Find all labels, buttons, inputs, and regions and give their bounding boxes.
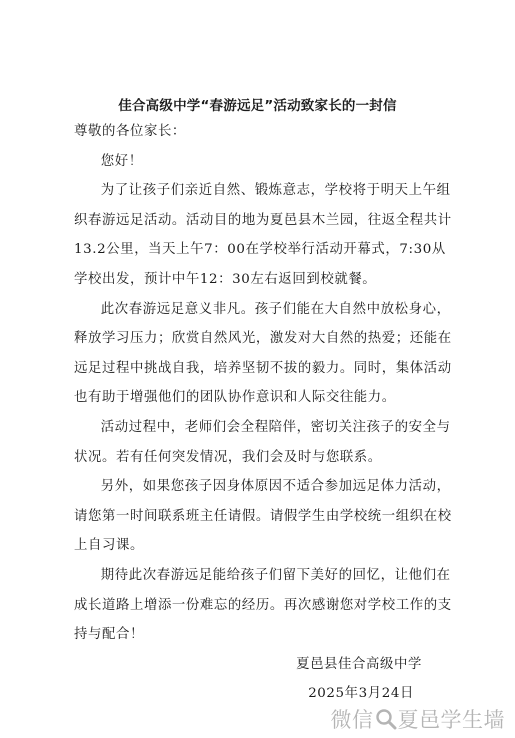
paragraph-activity-details: 为了让孩子们亲近自然、锻炼意志，学校将于明天上午组织春游远足活动。活动目的地为夏邑县木兰园，往返全程共计13.2公里，当天上午7：00在学校举行活动开幕式，7:30从学校出发，预计中午12：30左右返回到校就餐。 — [74, 183, 452, 287]
watermark-suffix: 夏邑学生墙 — [397, 708, 505, 732]
salutation: 尊敬的各位家长： — [74, 124, 186, 139]
paragraph-safety: 活动过程中，老师们会全程陪伴，密切关注孩子的安全与状况。若有任何突发情况，我们会及时与您联系。 — [74, 419, 451, 465]
search-icon — [375, 708, 397, 730]
signature: 夏邑县佳合高级中学 — [296, 656, 422, 672]
paragraph-closing-wishes: 期待此次春游远足能给孩子们留下美好的回忆，让他们在成长道路上增添一份难忘的经历。再次感谢您对学校工作的支持与配合！ — [74, 567, 452, 643]
wechat-watermark — [331, 704, 506, 734]
letter-title: 佳合高级中学“春游远足”活动致家长的一封信 — [118, 98, 397, 114]
paragraph-leave-request: 另外，如果您孩子因身体原因不适合参加远足体力活动，请您第一时间联系班主任请假。请假学生由学校统一组织在校上自习课。 — [74, 479, 452, 554]
watermark-prefix: 微信 — [330, 708, 374, 732]
paragraph-significance: 此次春游远足意义非凡。孩子们能在大自然中放松身心，释放学习压力；欣赏自然风光，激发对大自然的热爱；还能在远足过程中挑战自我，培养坚韧不拔的毅力。同时，集体活动也有助于增强他们的团队协作意识和人际交往能力。 — [74, 301, 452, 406]
greeting: 您好！ — [100, 153, 143, 169]
letter-body — [74, 117, 458, 709]
letter-date: 2025年3月24日 — [308, 686, 414, 702]
